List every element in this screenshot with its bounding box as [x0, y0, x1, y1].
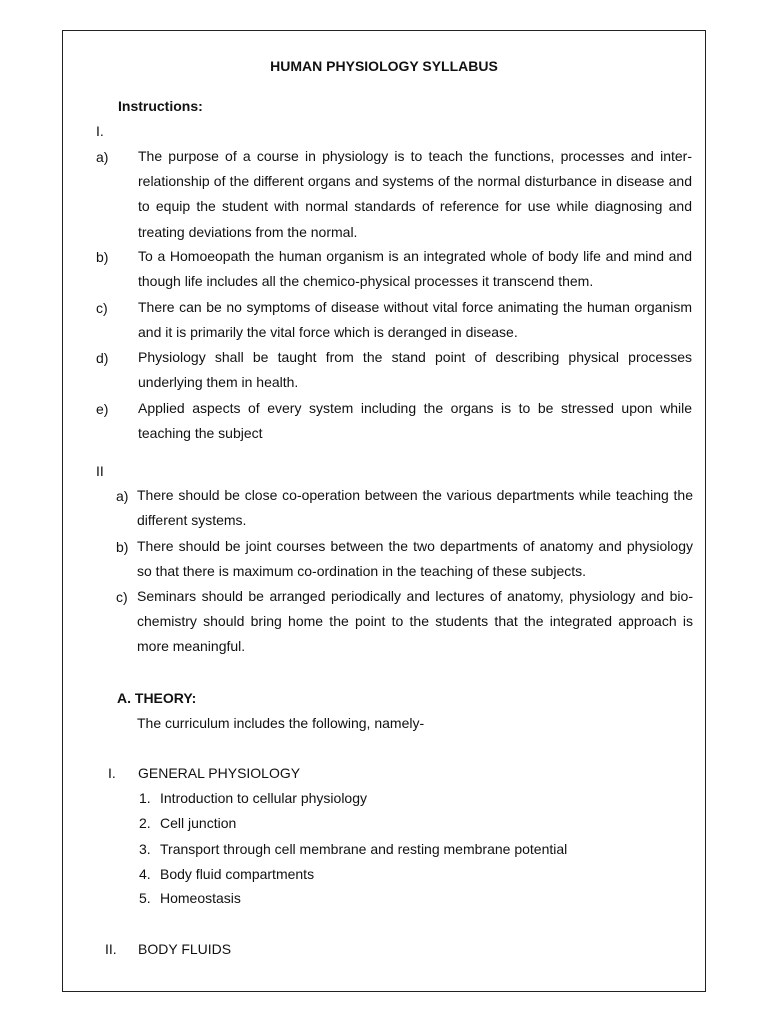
list-number: 3. [139, 841, 151, 857]
list-item: Transport through cell membrane and resting membrane potential [160, 841, 568, 857]
instruction-text: Seminars should be arranged periodically and lectures of anatomy, physiology and bio-chemistry should bring home the point to the students that the integrated approach is more meaningful. [137, 588, 693, 655]
item-label: b) [116, 539, 129, 555]
section-title: BODY FLUIDS [138, 941, 232, 957]
item-label: b) [96, 249, 109, 265]
section-numeral: II [96, 463, 104, 479]
list-number: 2. [139, 815, 151, 831]
instruction-text: There can be no symptoms of disease without vital force animating the human organism and it is primarily the vital force which is deranged in disease. [138, 299, 692, 341]
section-title: GENERAL PHYSIOLOGY [138, 765, 301, 781]
instruction-text: The purpose of a course in physiology is to teach the functions, processes and inter-relationship of the different organs and systems of the normal disturbance in disease and to equip the student with normal standards of reference for use while diagnosing and treating deviations from the normal. [138, 148, 692, 240]
list-item: Homeostasis [160, 890, 241, 906]
document-title: HUMAN PHYSIOLOGY SYLLABUS [270, 58, 498, 74]
list-number: 4. [139, 866, 151, 882]
instruction-text: Physiology shall be taught from the stand point of describing physical processes underlying them in health. [138, 349, 692, 391]
item-label: c) [116, 589, 128, 605]
list-item: Body fluid compartments [160, 866, 315, 882]
theory-intro: The curriculum includes the following, namely- [137, 715, 425, 731]
list-number: 5. [139, 890, 151, 906]
item-label: e) [96, 401, 109, 417]
item-label: a) [96, 149, 109, 165]
instructions-heading: Instructions: [118, 98, 203, 114]
theory-heading: A. THEORY: [117, 690, 197, 706]
item-label: c) [96, 300, 108, 316]
section-numeral: I. [96, 123, 104, 139]
instruction-text: There should be joint courses between the two departments of anatomy and physiology so that there is maximum co-ordination in the teaching of these subjects. [137, 538, 693, 580]
list-item: Introduction to cellular physiology [160, 790, 368, 806]
instruction-text: Applied aspects of every system including the organs is to be stressed upon while teaching the subject [138, 400, 692, 442]
section-numeral: I. [108, 765, 116, 781]
instruction-text: There should be close co-operation between the various departments while teaching the different systems. [137, 487, 693, 529]
instruction-text: To a Homoeopath the human organism is an integrated whole of body life and mind and though life includes all the chemico-physical processes it transcend them. [138, 248, 692, 290]
item-label: a) [116, 488, 129, 504]
list-number: 1. [139, 790, 151, 806]
list-item: Cell junction [160, 815, 237, 831]
section-numeral: II. [105, 941, 117, 957]
item-label: d) [96, 350, 109, 366]
